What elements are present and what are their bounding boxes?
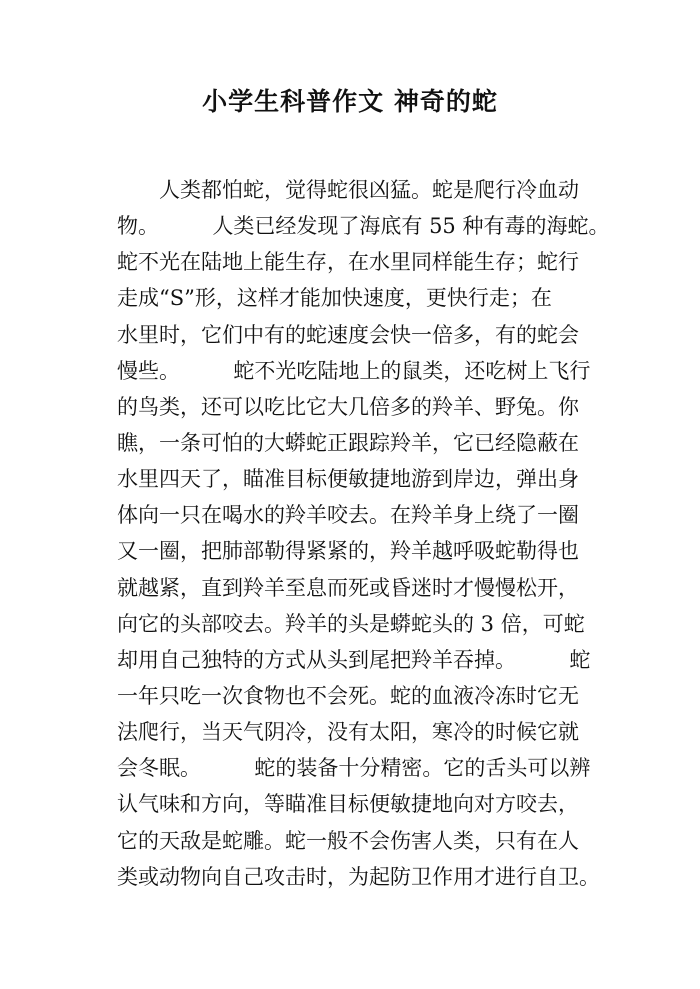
text-line: 的鸟类，还可以吃比它大几倍多的羚羊、野兔。你 (117, 394, 579, 419)
text-line: 慢些。 蛇不光吃陆地上的鼠类，还吃树上飞行 (117, 358, 591, 383)
text-line: 又一圈，把肺部勒得紧紧的，羚羊越呼吸蛇勒得也 (117, 539, 579, 564)
text-line: 它的天敌是蛇雕。蛇一般不会伤害人类，只有在人 (117, 828, 579, 853)
text-line: 水里四天了，瞄准目标便敏捷地游到岸边，弹出身 (117, 467, 579, 492)
document-body (117, 172, 610, 895)
text-line: 水里时，它们中有的蛇速度会快一倍多，有的蛇会 (117, 322, 579, 347)
text-line: 向它的头部咬去。羚羊的头是蟒蛇头的 3 倍，可蛇 (117, 611, 585, 636)
text-line: 物。 人类已经发现了海底有 55 种有毒的海蛇。 (117, 214, 610, 239)
document-title: 小学生科普作文 神奇的蛇 (202, 87, 498, 116)
text-line: 类或动物向自己攻击时，为起防卫作用才进行自卫。 (117, 864, 600, 889)
text-line: 一年只吃一次食物也不会死。蛇的血液冷冻时它无 (117, 683, 579, 708)
text-line: 体向一只在喝水的羚羊咬去。在羚羊身上绕了一圈 (117, 503, 579, 528)
text-line: 走成“S”形，这样才能加快速度，更快行走；在 (117, 286, 552, 311)
text-line: 就越紧，直到羚羊至息而死或昏迷时才慢慢松开， (117, 575, 579, 600)
text-line: 瞧，一条可怕的大蟒蛇正跟踪羚羊，它已经隐蔽在 (117, 430, 579, 455)
text-line: 人类都怕蛇，觉得蛇很凶猛。蛇是爬行冷血动 (159, 178, 579, 202)
text-line: 蛇不光在陆地上能生存，在水里同样能生存；蛇行 (117, 250, 579, 275)
text-line: 会冬眠。 蛇的装备十分精密。它的舌头可以辨 (117, 756, 591, 781)
text-line: 认气味和方向，等瞄准目标便敏捷地向对方咬去， (117, 792, 579, 817)
text-line: 法爬行，当天气阴冷，没有太阳，寒冷的时候它就 (117, 720, 579, 745)
text-line: 却用自己独特的方式从头到尾把羚羊吞掉。 蛇 (117, 647, 591, 672)
